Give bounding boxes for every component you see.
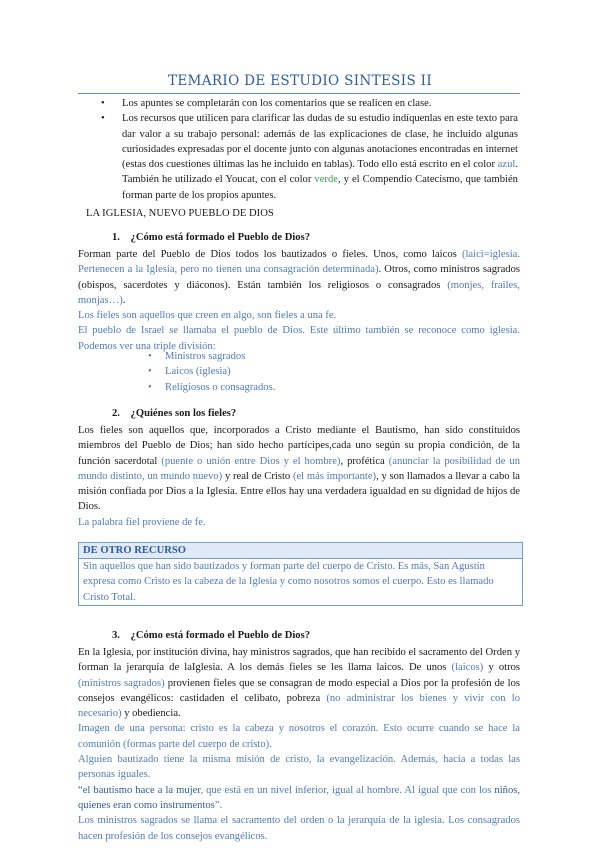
question-3-body bbox=[78, 645, 520, 844]
q3-note-cita bbox=[78, 783, 520, 814]
otro-recurso-box bbox=[78, 542, 523, 606]
q3-note-ministros-sagrados: Los ministros sagrados se llama el sacramento del orden o la jerarquía de la iglesia. Los consagrados hacen profesión de los consejos evangélicos. bbox=[78, 815, 520, 842]
q2-text-a: Los fieles son aquellos que, incorporados a Cristo mediante el Bautismo, han sido constituidos miembros del Pueblo de Dios; han sido hecho partícipes,cada uno según su propia condición, de la función sacerdotal bbox=[78, 425, 520, 467]
q3-note-laicos: (laicos) bbox=[451, 662, 484, 674]
q3-quote-b: , que está en un nivel inferior, igual al hombre. Al igual que con los bbox=[200, 784, 492, 796]
question-2-heading: 2. ¿Quiénes son los fieles? bbox=[112, 408, 237, 419]
intro-bullet-2 bbox=[100, 111, 518, 203]
q2-note-profetica: (anunciar la posibilidad de un mundo distinto, un mundo nuevo) bbox=[78, 455, 520, 482]
q1-note-israel: El pueblo de Israel se llamaba el pueblo de Dios. Este último también se reconoce como iglesia. Podemos ver una triple división: bbox=[78, 325, 520, 352]
division-item: • Laicos (iglesia) bbox=[148, 364, 275, 379]
document-title: TEMARIO DE ESTUDIO SINTESIS II bbox=[167, 73, 433, 89]
q2-text-e: y real de Cristo bbox=[224, 470, 291, 482]
color-verde-word: verde bbox=[314, 174, 338, 186]
otro-recurso-header: DE OTRO RECURSO bbox=[79, 543, 522, 559]
q3-quote-d: ”. bbox=[214, 799, 223, 811]
q1-note-monjes: (monjes, frailes, monjas…) bbox=[78, 279, 520, 306]
intro-bullet-list bbox=[100, 96, 518, 203]
section-title: LA IGLESIA, NUEVO PUEBLO DE DIOS bbox=[86, 208, 274, 219]
q3-text-a: En la Iglesia, por institución divina, hay ministros sagrados, que han recibido el sacramento del Orden y forman la jerarquía de laIglesia. A los demás fieles se les llama laicos. De unos bbox=[78, 647, 520, 674]
q2-text-c: , profética bbox=[340, 455, 385, 467]
q3-note-imagen: Imagen de una persona: cristo es la cabeza y nosotros el corazón. Esto ocurre cuando se hace la comunión (formas parte del cuerpo de cristo). bbox=[78, 723, 520, 750]
otro-recurso-body: Sin aquellos que han sido bautizados y forman parte del cuerpo de Cristo. Es más, San Agustín expresa como Cristo es la cabeza de la Iglesia y como nosotros somos el cuerpo. Esto es llamado Cristo Total. bbox=[83, 561, 494, 603]
q3-quote-a: “el bautismo hace a la mujer bbox=[78, 784, 201, 796]
question-2-paragraph bbox=[78, 423, 520, 515]
intro-bullet-2-text: Los recursos que utilicen para clarificar las dudas de su estudio indíquenlas en este texto para dar valor a su trabajo personal: además de las explicaciones de clase, he incluido algunas curiosidades expresadas por el docente junto con algunas anotaciones encontradas en internet (estas dos cuestiones últimas las he incluido en tablas). Todo ello está escrito en el color bbox=[122, 113, 518, 171]
question-3-paragraph bbox=[78, 645, 520, 721]
q1-text-c: . Otros, como ministros sagrados (obispos, sacerdotes y diáconos). Están también los religiosos o consagrados bbox=[78, 264, 520, 291]
intro-bullet-2-text-c: , y el Compendio Catecismo, que también forman parte de los propios apuntes. bbox=[122, 174, 518, 201]
division-item: • Ministros sagrados bbox=[148, 349, 275, 364]
q2-text-g: , y son llamados a llevar a cabo la misión confiada por Dios a la Iglesia. Entre ellos hay una verdadera igualdad en su dignidad de hijos de Dios. bbox=[78, 470, 520, 513]
title-underline bbox=[78, 93, 520, 94]
division-item: • Religiosos o consagrados. bbox=[148, 380, 275, 395]
intro-bullet-2-text-b: . También he utilizado el Youcat, con el color bbox=[122, 159, 518, 186]
q1-text-a: Forman parte del Pueblo de Dios todos los bautizados o fieles. Unos, como laicos bbox=[78, 249, 457, 260]
color-azul-word: azul bbox=[497, 159, 516, 171]
q3-text-e: provienen fieles que se consagran de modo especial a Dios por la profesión de los consejos evangélicos: castidaden el celibato, pobreza bbox=[78, 677, 520, 704]
q3-note-ministros: (ministros sagrados) bbox=[78, 677, 165, 689]
q3-text-c: y otros bbox=[488, 662, 521, 674]
intro-bullet-1: • Los apuntes se completarán con los comentarios que se realicen en clase. bbox=[100, 96, 518, 111]
triple-division-list bbox=[148, 349, 275, 395]
q1-text-e: . bbox=[122, 294, 126, 306]
q3-text-g: y obediencia. bbox=[124, 708, 181, 720]
question-3-heading: 3. ¿Cómo está formado el Pueblo de Dios? bbox=[112, 630, 311, 641]
question-1-paragraph bbox=[78, 247, 520, 308]
q3-quote-c: niños, quienes eran como instrumentos bbox=[78, 784, 521, 811]
q2-note-real: (el más importante) bbox=[292, 470, 377, 482]
q3-note-pobreza: (no administrar los bienes y vivir con lo necesario) bbox=[78, 692, 520, 720]
q3-note-bautizado: Alguien bautizado tiene la misma misión de cristo, la evangelización. Además, hacia a todas las personas iguales. bbox=[78, 754, 520, 781]
question-1-heading: 1. ¿Cómo está formado el Pueblo de Dios? bbox=[112, 232, 311, 243]
question-2-body bbox=[78, 423, 520, 530]
question-1-body bbox=[78, 247, 520, 354]
q1-note-laici: (laici=iglesia. Pertenecen a la Iglesia, pero no tienen una consagración determinada) bbox=[78, 249, 520, 276]
q1-note-fieles: Los fieles son aquellos que creen en algo, son fieles a una fe. bbox=[78, 310, 337, 322]
q2-note-sacerdotal: (puente o unión entre Dios y el hombre) bbox=[161, 455, 341, 467]
q2-note-fe: La palabra fiel proviene de fe. bbox=[78, 516, 206, 528]
